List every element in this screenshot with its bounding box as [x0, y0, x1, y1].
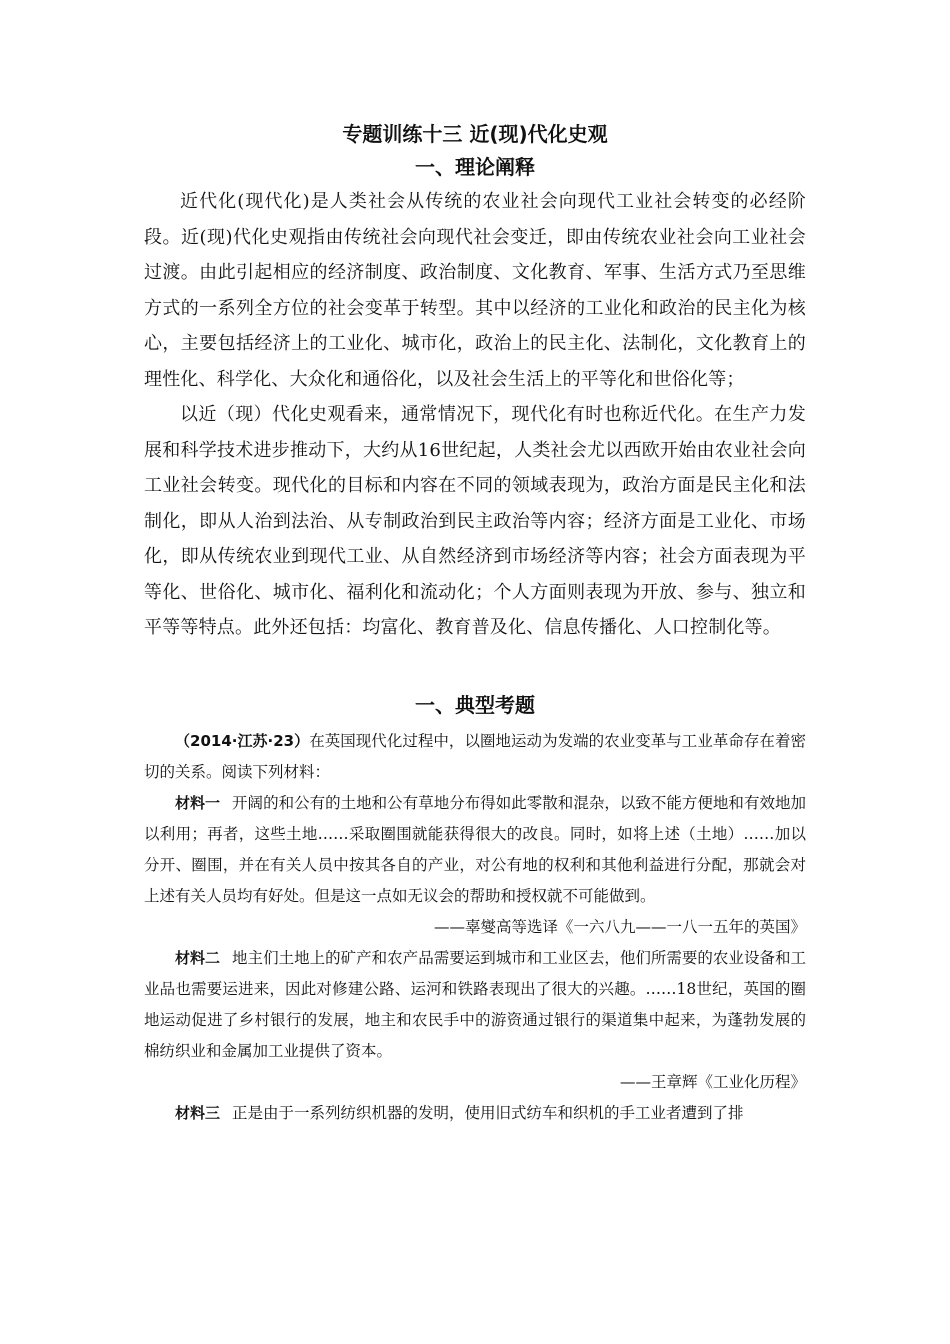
material-label: 材料三 — [175, 1103, 221, 1122]
material-text: 正是由于一系列纺织机器的发明，使用旧式纺车和织机的手工业者遭到了排 — [232, 1103, 744, 1122]
material-1 — [144, 788, 806, 912]
question-source: （2014·江苏·23） — [175, 731, 310, 750]
material-citation: ——辜燮高等选译《一六八九——一八一五年的英国》 — [433, 917, 806, 936]
question-intro — [144, 726, 806, 788]
document-title: 专题训练十三 近(现)代化史观 — [342, 122, 608, 146]
section-heading-exam: 一、典型考题 — [415, 692, 535, 717]
material-2 — [144, 943, 806, 1067]
material-label: 材料二 — [175, 948, 221, 967]
material-text: 地主们土地上的矿产和农产品需要运到城市和工业区去，他们所需要的农业设备和工业品也需要运进来，因此对修建公路、运河和铁路表现出了很大的兴趣。……18世纪，英国的圈地运动促进了乡村银行的发展，地主和农民手中的游资通过银行的渠道集中起来，为蓬勃发展的棉纺织业和金属加工业提供了资本。 — [144, 948, 806, 1060]
theory-paragraph: 以近（现）代化史观看来，通常情况下，现代化有时也称近代化。在生产力发展和科学技术进步推动下，大约从16世纪起，人类社会尤以西欧开始由农业社会向工业社会转变。现代化的目标和内容在不同的领域表现为，政治方面是民主化和法制化，即从人治到法治、从专制政治到民主政治等内容；经济方面是工业化、市场化，即从传统农业到现代工业、从自然经济到市场经济等内容；社会方面表现为平等化、世俗化、城市化、福利化和流动化；个人方面则表现为开放、参与、独立和平等等特点。此外还包括：均富化、教育普及化、信息传播化、人口控制化等。 — [144, 404, 806, 638]
document-page — [144, 118, 806, 1129]
material-citation: ——王章辉《工业化历程》 — [619, 1072, 806, 1091]
material-text: 开阔的和公有的土地和公有草地分布得如此零散和混杂，以致不能方便地和有效地加以利用；再者，这些土地……采取圈围就能获得很大的改良。同时，如将上述（土地）……加以分开、圈围，并在有关人员中按其各自的产业，对公有地的权利和其他利益进行分配，那就会对上述有关人员均有好处。但是这一点如无议会的帮助和授权就不可能做到。 — [144, 793, 806, 905]
question-intro-text: 在英国现代化过程中，以圈地运动为发端的农业变革与工业革命存在着密切的关系。阅读下列材料： — [144, 731, 806, 781]
theory-paragraph: 近代化(现代化)是人类社会从传统的农业社会向现代工业社会转变的必经阶段。近(现)代化史观指由传统社会向现代社会变迁，即由传统农业社会向工业社会过渡。由此引起相应的经济制度、政治制度、文化教育、军事、生活方式乃至思维方式的一系列全方位的社会变革于转型。其中以经济的工业化和政治的民主化为核心，主要包括经济上的工业化、城市化，政治上的民主化、法制化，文化教育上的理性化、科学化、大众化和通俗化，以及社会生活上的平等化和世俗化等； — [144, 191, 806, 390]
material-label: 材料一 — [175, 793, 221, 812]
section-heading-theory: 一、理论阐释 — [415, 155, 535, 179]
material-3 — [144, 1098, 806, 1129]
